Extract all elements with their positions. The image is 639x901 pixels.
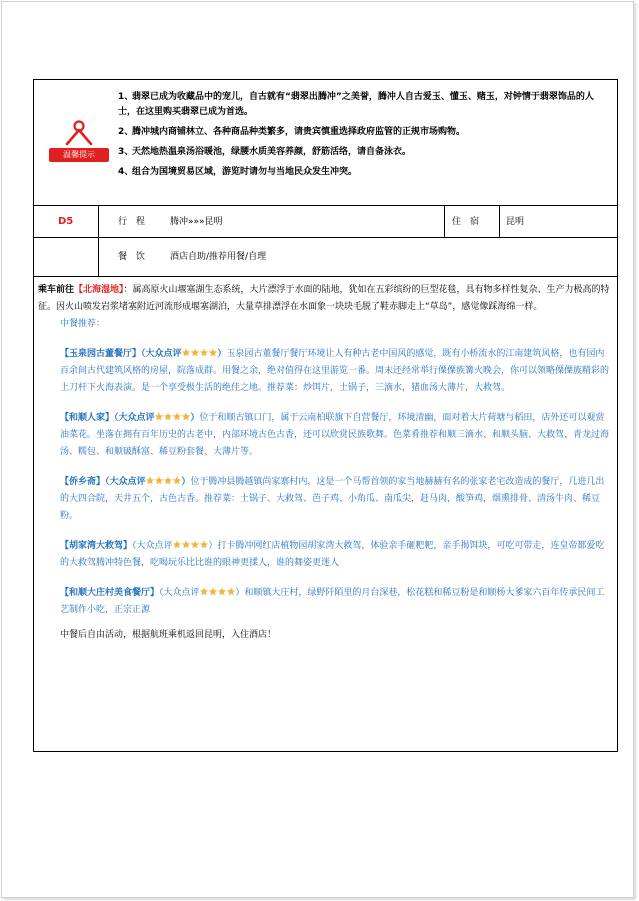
- restaurant-title: 【和顺大庄村美食餐厅】: [60, 588, 160, 598]
- tip-text: 天然地热温泉汤浴暖池，绿腰水质美容养颜，舒筋活络，请自备泳衣。: [132, 147, 412, 157]
- column-divider: [444, 205, 445, 237]
- review-label: （大众点评: [141, 349, 182, 359]
- star-icon: ★: [181, 348, 191, 359]
- tip-item: [118, 90, 608, 120]
- row-divider: [34, 276, 617, 277]
- stay-label: 住 宿: [452, 217, 480, 227]
- intro-text: ：属高原火山堰塞湖生态系统，大片漂浮于水面的陆地，犹如在五彩缤纷的巨型花毯，具有物多样性复杂、生产力极高的特征。因火山喷发岩浆堵塞附近河流形成堰塞湖泊，大量草排漂浮在水面象一块块毛脱了鞋赤脚走上“草岛”，感觉像踩海绵一样。: [38, 285, 610, 312]
- star-icon: ★: [199, 587, 209, 598]
- review-label: （大众点评: [132, 541, 173, 551]
- star-icon: ★: [190, 348, 200, 359]
- day-code: D5: [58, 216, 74, 227]
- star-icon: ★: [208, 348, 218, 359]
- restaurant-item: [38, 584, 612, 619]
- meal-label: 餐 饮: [118, 252, 146, 262]
- review-close: ）: [235, 588, 245, 598]
- rating-stars: [182, 349, 218, 359]
- tip-text: 腾冲城内商铺林立、各种商品种类繁多，请贵宾慎重选择政府监管的正规市场购物。: [132, 127, 466, 137]
- rating-stars: [200, 588, 236, 598]
- warm-tips-label: 温馨提示: [49, 148, 109, 162]
- star-icon: ★: [181, 540, 191, 551]
- star-icon: ★: [208, 587, 218, 598]
- tip-text: 翡翠已成为收藏品中的宠儿，自古就有“翡翠出腾冲”之美誉，腾冲人自古爱玉、懂玉、赌玉，对钟情于翡翠饰品的人士，在这里购买翡翠已成为首选。: [118, 92, 594, 117]
- tips-list: [118, 90, 608, 185]
- review-close: ）: [181, 477, 191, 487]
- itinerary-table: [33, 79, 618, 752]
- restaurant-list: [38, 345, 612, 619]
- restaurant-title: 【胡家湾大救驾】: [60, 541, 133, 551]
- restaurant-text: 位于腾冲县腾越镇尚家寨村内，这是一个马帮首领的家当地赫赫有名的张家老宅改造成的餐厅，几进几出的大四合院，天井五个，古色古香。推荐菜：土锅子、大救驾、芭子鸡、小角瓜、南瓜尖，赶马肉，酸笋鸡，烟熏排骨、清汤牛肉、稀豆粉。: [60, 477, 605, 521]
- intro-prefix: 乘车前往: [38, 285, 75, 295]
- itinerary-value: 腾冲»»»昆明: [170, 217, 223, 227]
- star-icon: ★: [172, 412, 182, 423]
- alert-triangle-icon: [64, 120, 94, 146]
- stay-value: 昆明: [506, 217, 525, 227]
- restaurant-item: [38, 537, 612, 572]
- review-label: （大众点评: [105, 477, 146, 487]
- tip-item: [118, 125, 608, 140]
- itinerary-label: 行 程: [118, 217, 146, 227]
- intro-place: 【北海湿地】: [74, 285, 124, 295]
- tip-item: [118, 165, 608, 180]
- restaurant-title: 【和顺人家】: [60, 413, 115, 423]
- star-icon: ★: [190, 540, 200, 551]
- tip-item: [118, 145, 608, 160]
- rating-stars: [146, 477, 182, 487]
- star-icon: ★: [217, 587, 227, 598]
- restaurant-text: 和顺镇大庄村，绿野阡陌里的月台深巷，松花糕和稀豆粉是和顺杨大爹家六百年传承民间工艺制作小吃，正宗正源: [60, 588, 605, 615]
- column-divider: [499, 205, 500, 237]
- star-icon: ★: [172, 476, 182, 487]
- star-icon: ★: [199, 348, 209, 359]
- rating-stars: [155, 413, 191, 423]
- restaurant-title: 【玉泉园古董餐厅】: [60, 349, 142, 359]
- star-icon: ★: [163, 412, 173, 423]
- column-divider: [98, 205, 99, 276]
- review-label: （大众点评: [159, 588, 200, 598]
- tip-number: 4、: [118, 167, 134, 177]
- restaurant-item: [38, 345, 612, 397]
- star-icon: ★: [181, 412, 191, 423]
- review-label: （大众点评: [114, 413, 155, 423]
- closing-note: 中餐后自由活动，根据航班乘机返回昆明，入住酒店！: [60, 630, 277, 640]
- restaurant-text: 打卡腾冲网红店植物园胡家湾大救驾，体验亲手砸粑粑，亲手揭饵块，可吃可带走，连皇帝都爱吃的大救驾腾冲特色餐，吃喝玩乐比比谁的眼神更揉人，谁的舞姿更迷人: [60, 541, 605, 568]
- restaurant-title: 【侨乡斋】: [60, 477, 106, 487]
- tip-text: 组合为国境贸易区域，游览时请勿与当地民众发生冲突。: [132, 167, 358, 177]
- star-icon: ★: [163, 476, 173, 487]
- star-icon: ★: [172, 540, 182, 551]
- star-icon: ★: [154, 412, 164, 423]
- restaurant-text: 位于和顺古镇口门，属于云南柏联旗下自营餐厅，环境清幽，面对着大片荷塘与稻田，店外还可以观赏油菜花。坐落在拥有百年历史的古老中，内部环境古色古香，还可以欣赏民族歌舞。色菜肴推荐和顺三滴水、和顺头脑、大救驾、青龙过海汤、糯包、和顺破酥富、稀豆粉套餐、大薄片等。: [60, 413, 610, 457]
- star-icon: ★: [154, 476, 164, 487]
- star-icon: ★: [199, 540, 209, 551]
- review-close: ）: [190, 413, 200, 423]
- tip-number: 1、: [118, 92, 134, 102]
- restaurant-item: [38, 473, 612, 525]
- day-description: [38, 282, 612, 644]
- tip-number: 2、: [118, 127, 134, 137]
- rating-stars: [173, 541, 209, 551]
- intro-paragraph: [38, 282, 612, 316]
- meal-value: 酒店自助/推荐用餐/自理: [170, 252, 267, 262]
- row-divider: [34, 237, 617, 238]
- review-close: ）: [208, 541, 218, 551]
- warm-tips-badge: [49, 120, 109, 162]
- row-divider: [34, 205, 617, 206]
- lunch-recommend-label: 中餐推荐：: [60, 319, 106, 329]
- restaurant-item: [38, 409, 612, 461]
- restaurant-text: 玉泉园古董餐厅餐厅环境让人有种古老中国风的感觉，既有小桥流水的江南建筑风格，也有园内百余间古代建筑风格的房屋，院落成群。用餐之余，绝对值得在这里游览一番。周末还经常举行傈僳族篝火晚会，你可以领略傈僳族精彩的上刀杆下火海表演。是一个享受极生活的绝佳之地。推荐菜：炒饵片，土锅子，三滴水，猪血汤大薄片，大救驾。: [60, 349, 610, 393]
- review-close: ）: [217, 349, 227, 359]
- star-icon: ★: [145, 476, 155, 487]
- star-icon: ★: [226, 587, 236, 598]
- tip-number: 3、: [118, 147, 134, 157]
